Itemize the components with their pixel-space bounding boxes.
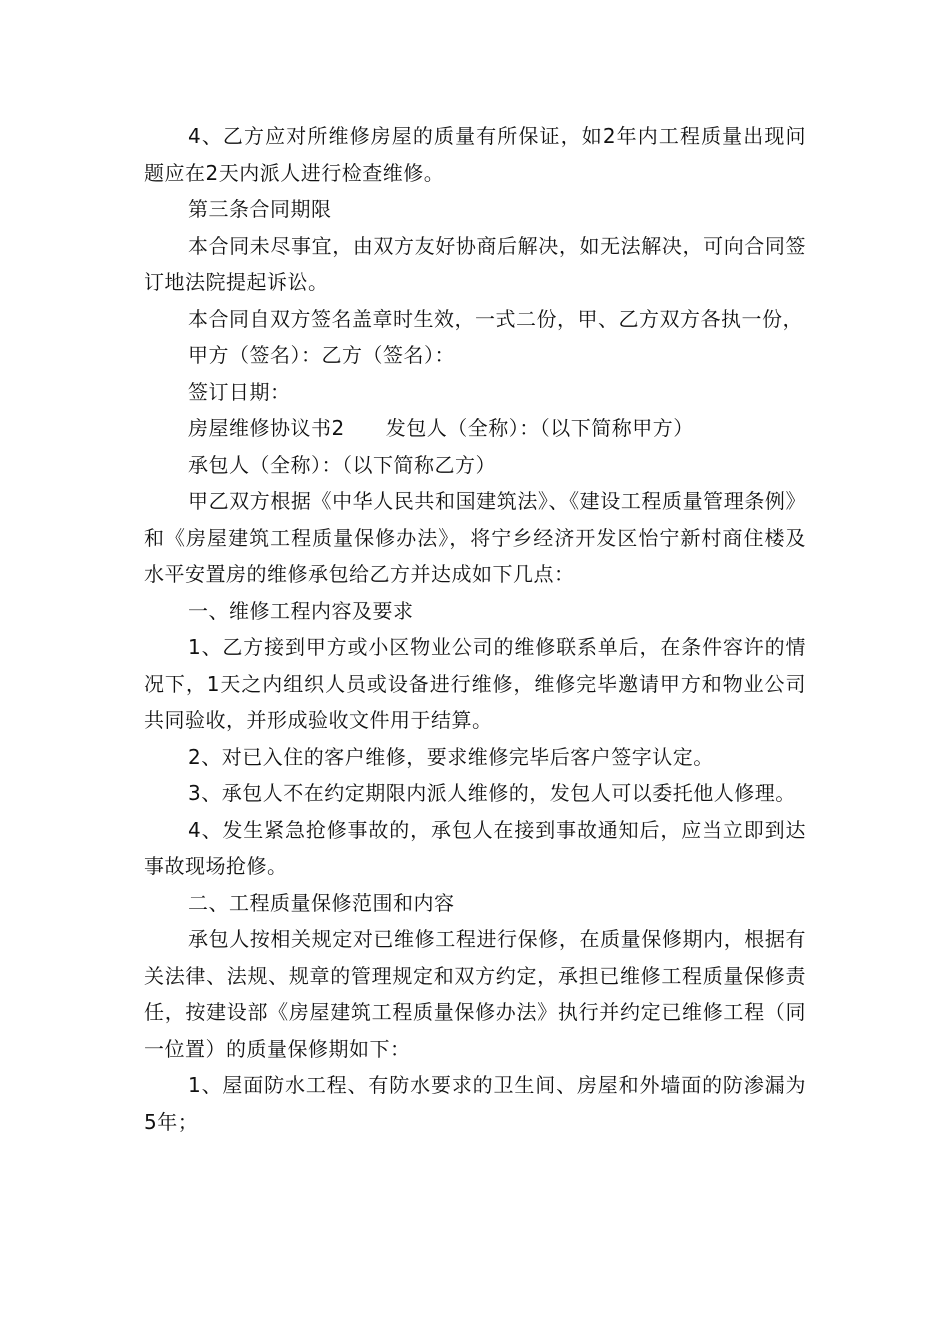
- signing-date-line: 签订日期：: [188, 379, 291, 404]
- party-b-line: 承包人（全称）：（以下简称乙方）: [188, 452, 496, 477]
- paragraph-item-1-repair-process: 1、乙方接到甲方或小区物业公司的维修联系单后，在条件容许的情况下，1天之内组织人员或设备进行维修，维修完毕邀请甲方和物业公司共同验收，并形成验收文件用于结算。: [144, 635, 806, 732]
- heading-article-3-term: 第三条合同期限: [188, 197, 332, 221]
- paragraph-warranty-2-years: 4、乙方应对所维修房屋的质量有所保证，如2年内工程质量出现问题应在2天内派人进行检查维修。: [144, 124, 806, 185]
- paragraph-item-4-emergency: 4、发生紧急抢修事故的，承包人在接到事故通知后，应当立即到达事故现场抢修。: [144, 817, 806, 878]
- paragraph-warranty-responsibility: 承包人按相关规定对已维修工程进行保修，在质量保修期内，根据有关法律、法规、规章的管理规定和双方约定，承担已维修工程质量保修责任，按建设部《房屋建筑工程质量保修办法》执行并约定已维修工程（同一位置）的质量保修期如下：: [144, 927, 806, 1061]
- heading-section-2-scope: 二、工程质量保修范围和内容: [188, 890, 455, 915]
- paragraph-item-2-client-signoff: 2、对已入住的客户维修，要求维修完毕后客户签字认定。: [188, 744, 714, 769]
- paragraph-item-3-delegation: 3、承包人不在约定期限内派人维修的，发包人可以委托他人修理。: [188, 781, 796, 805]
- document-page: [144, 118, 806, 1140]
- paragraph-legal-basis: 甲乙双方根据《中华人民共和国建筑法》、《建设工程质量管理条例》和《房屋建筑工程质量保修办法》，将宁乡经济开发区怡宁新村商住楼及水平安置房的维修承包给乙方并达成如下几点：: [144, 489, 806, 586]
- heading-section-1-content: 一、维修工程内容及要求: [188, 598, 414, 623]
- signature-line: 甲方（签名）：乙方（签名）：: [188, 343, 455, 367]
- agreement-2-title-party-a: 房屋维修协议书2 发包人（全称）：（以下简称甲方）: [188, 416, 694, 440]
- paragraph-dispute-resolution: 本合同未尽事宜，由双方友好协商后解决，如无法解决，可向合同签订地法院提起诉讼。: [144, 233, 806, 294]
- paragraph-effective-date: 本合同自双方签名盖章时生效，一式二份，甲、乙方双方各执一份，: [188, 306, 803, 331]
- paragraph-item-1-waterproofing: 1、屋面防水工程、有防水要求的卫生间、房屋和外墙面的防渗漏为5年；: [144, 1073, 806, 1134]
